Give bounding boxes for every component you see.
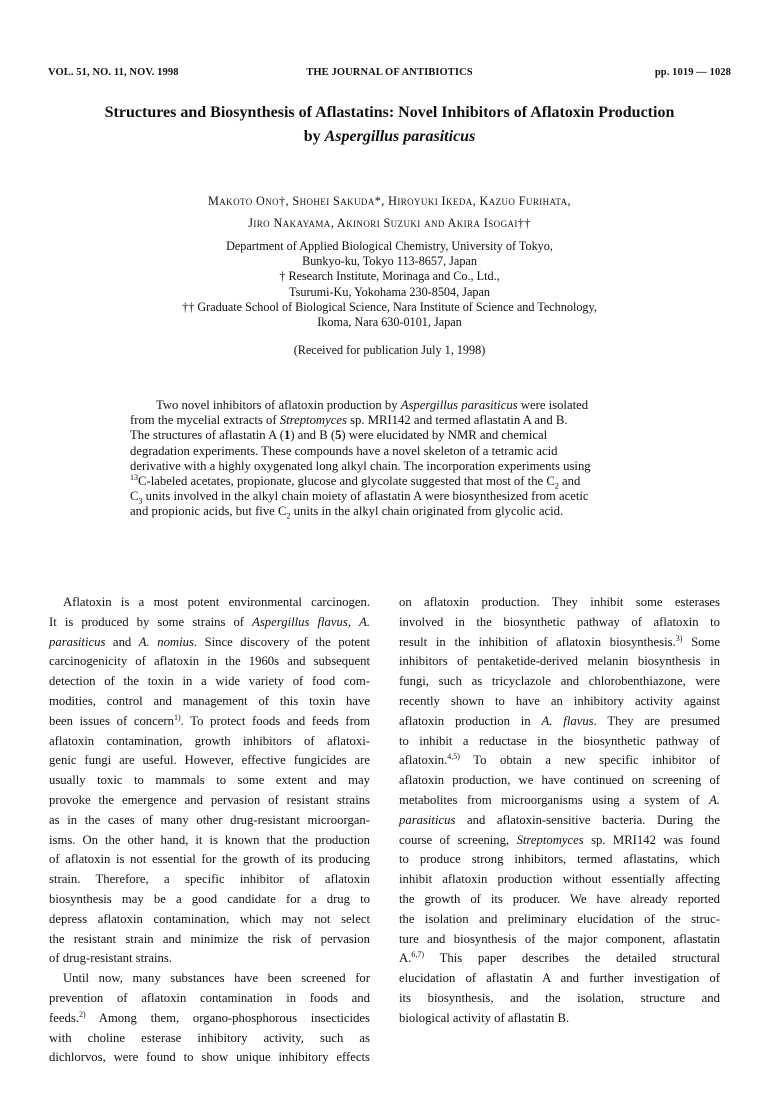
body-line: course of screening, Streptomyces sp. MRI142 was found: [399, 832, 720, 847]
body-line: the growth of its producer. We have already reported: [399, 891, 720, 906]
volume-info: VOL. 51, NO. 11, NOV. 1998: [48, 67, 179, 78]
body-line: on aflatoxin production. They inhibit some esterases: [399, 595, 720, 609]
abstract-line: from the mycelial extracts of Streptomyces sp. MRI142 and termed aflastatin A and B.: [130, 413, 568, 428]
body-line: aflatoxin production in A. flavus. They are presumed: [399, 713, 721, 728]
abstract-line: $^{13}$C-labeled acetates, propionate, glucose and glycolate suggested that most of the $C_2$ and: [130, 472, 581, 491]
body-line: depress aflatoxin contamination, which may not select: [49, 911, 370, 926]
body-line: A.$^{6,7)}$ This paper describes the detailed structural: [399, 950, 720, 966]
authors-line-2: Jiro Nakayama, Akinori Suzuki and Akira Isogai††: [248, 216, 531, 230]
body-line: to produce strong inhibitors, termed aflastatins, which: [399, 852, 720, 867]
body-line: to inhibit a reductase in the biosynthetic pathway of: [399, 733, 720, 748]
body-line: dichlorvos, were found to show unique inhibitory effects: [49, 1050, 370, 1065]
article-title: [60, 101, 719, 149]
abstract-line: Two novel inhibitors of aflatoxin production by Aspergillus parasiticus were isolated: [156, 398, 589, 412]
title-line-1: Structures and Biosynthesis of Aflastatins: Novel Inhibitors of Aflatoxin Production: [104, 104, 675, 121]
body-line: genic fungi are useful. However, effective fungicides are: [49, 753, 370, 768]
abstract-line: and propionic acids, but five $C_2$ units in the alkyl chain originated from glycolic acid.: [130, 504, 564, 521]
body-line: fungi, such as tricyclazole and chlorobenthiazone, were: [399, 674, 720, 689]
body-line: prevention of aflatoxin contamination in foods and: [49, 990, 370, 1005]
body-line: inhibitors of pentaketide-derived melanin biosynthesis in: [399, 654, 720, 669]
body-line: strain. Therefore, a specific inhibitor of aflatoxin: [49, 872, 370, 887]
body-line: aflatoxin.$^{4,5)}$ To obtain a new specific inhibitor of: [399, 752, 720, 768]
affiliations: [60, 239, 719, 330]
body-line: involved in the biosynthetic pathway of aflatoxin to: [399, 614, 720, 629]
body-line: of drug-resistant strains.: [49, 951, 172, 966]
affiliation-line: Bunkyo-ku, Tokyo 113-8657, Japan: [302, 254, 477, 269]
body-line: aflatoxin production, we have continued on screening of: [399, 773, 720, 788]
body-line: its biosynthesis, and the isolation, structure and: [399, 990, 720, 1005]
affiliation-line: Department of Applied Biological Chemistry, University of Tokyo,: [226, 239, 553, 253]
page-range: pp. 1019 — 1028: [654, 67, 731, 78]
body-line: elucidation of aflastatin A and further investigation of: [399, 971, 720, 986]
body-line: as in the cases of many other drug-resistant microorgan-: [49, 812, 370, 827]
body-line: with choline esterase inhibitory activity, such as: [49, 1030, 370, 1045]
body-line: biological activity of aflastatin B.: [399, 1010, 570, 1025]
authors-line-1: Makoto Ono†, Shohei Sakuda*, Hiroyuki Ikeda, Kazuo Furihata,: [208, 194, 571, 208]
affiliation-line: Tsurumi-Ku, Yokohama 230-8504, Japan: [289, 284, 490, 299]
title-line-2: by Aspergillus parasiticus: [303, 128, 476, 145]
body-line: of aflatoxin is not essential for the growth of its producing: [49, 852, 370, 867]
journal-name: THE JOURNAL OF ANTIBIOTICS: [306, 67, 473, 78]
author-list: [60, 190, 719, 234]
body-line: Until now, many substances have been screened for: [63, 971, 370, 986]
affiliation-line: Ikoma, Nara 630-0101, Japan: [317, 315, 462, 330]
abstract: [130, 398, 651, 520]
received-date: (Received for publication July 1, 1998): [293, 343, 486, 357]
body-line: aflatoxin contamination, growth inhibitors of aflatoxi-: [49, 733, 370, 748]
body-line: isms. On the other hand, it is known that the production: [49, 832, 370, 847]
body-line: the isolation and preliminary elucidation of the struc-: [399, 911, 720, 926]
body-line: It is produced by some strains of Aspergillus flavus, A.: [49, 614, 370, 629]
affiliation-line: † Research Institute, Morinaga and Co., Ltd.,: [279, 269, 500, 284]
body-column-right: [399, 593, 720, 1029]
body-line: usually toxic to mammals to some extent and may: [49, 773, 370, 788]
affiliation-line: †† Graduate School of Biological Science, Nara Institute of Science and Technology,: [182, 299, 597, 314]
body-line: ture and biosynthesis of the major component, aflastatin: [399, 931, 720, 946]
body-line: feeds.$^{2)}$ Among them, organo-phosphorous insecticides: [49, 1009, 370, 1025]
body-line: modities, control and management of this toxin have: [49, 693, 370, 708]
body-line: detection of the toxin in a wide variety of food com-: [49, 674, 370, 689]
abstract-line: The structures of aflastatin A (1) and B (5) were elucidated by NMR and chemical: [130, 428, 548, 443]
body-line: recently shown to have an inhibitory activity against: [399, 693, 720, 708]
body-line: carcinogenicity of aflatoxin in the 1960s and subsequent: [49, 654, 370, 669]
running-head: [48, 67, 731, 81]
abstract-line: $C_3$ units involved in the alkyl chain moiety of aflastatin A were biosynthesized from acetic: [130, 489, 589, 506]
body-line: parasiticus and aflatoxin-sensitive bacteria. During the: [399, 812, 720, 827]
body-line: provoke the emergence and pervasion of resistant strains: [49, 792, 370, 807]
abstract-line: degradation experiments. These compounds have a novel skeleton of a tetramic acid: [130, 443, 558, 458]
body-line: metabolites from microorganisms using a system of A.: [399, 792, 720, 807]
body-column-left: [49, 593, 370, 1068]
body-line: biosynthesis may be a good candidate for a drug to: [49, 891, 370, 906]
body-line: been issues of concern$^{1)}$. To protect foods and feeds from: [49, 712, 371, 728]
abstract-line: derivative with a highly oxygenated long alkyl chain. The incorporation experiments using: [130, 458, 591, 473]
body-line: the resistant strain and minimize the risk of pervasion: [49, 931, 370, 946]
body-line: parasiticus and A. nomius. Since discovery of the potent: [49, 634, 370, 649]
body-line: inhibit aflatoxin production without essentially affecting: [399, 872, 720, 887]
body-line: Aflatoxin is a most potent environmental carcinogen.: [63, 595, 370, 609]
body-line: result in the inhibition of aflatoxin biosynthesis.$^{3)}$ Some: [399, 633, 720, 649]
